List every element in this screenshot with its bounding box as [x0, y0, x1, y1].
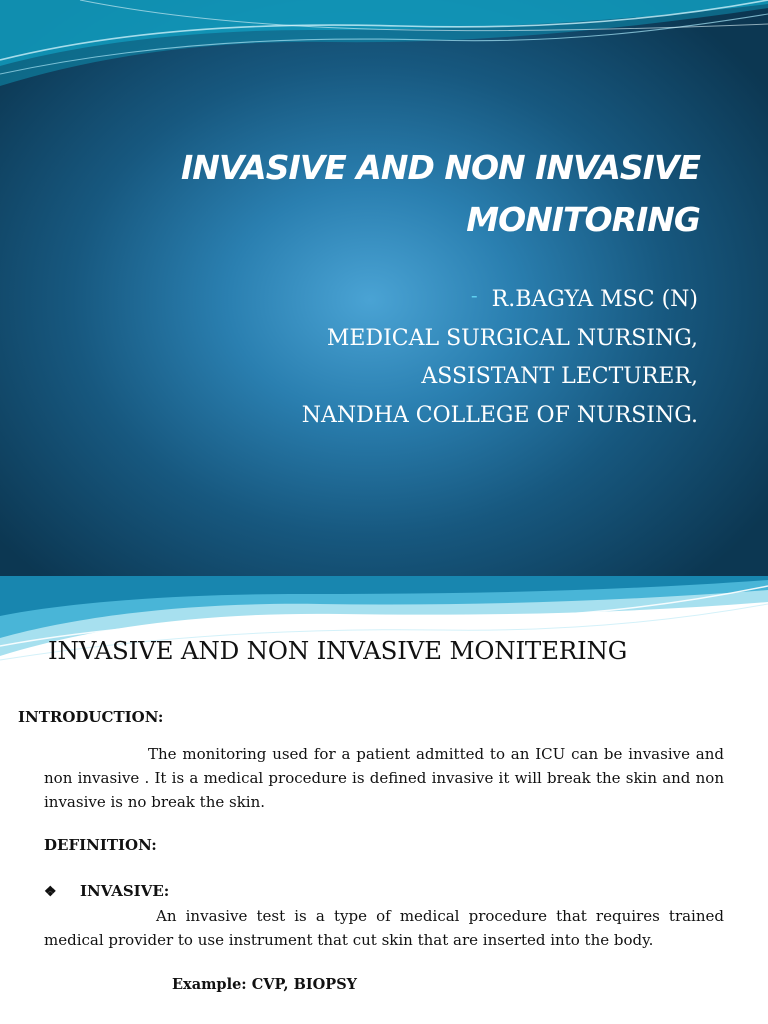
decorative-wave-header [0, 0, 768, 100]
example-line: Example: CVP, BIOPSY [172, 976, 358, 993]
author-department: MEDICAL SURGICAL NURSING, [326, 325, 698, 351]
definition-heading: DEFINITION: [44, 836, 157, 854]
introduction-paragraph: The monitoring used for a patient admitted to an ICU can be invasive and non invasive . It is a medical procedure is defined invasive it will break the skin and non invasive is no break the skin. [44, 745, 724, 811]
author-name: - R.BAGYA MSC (N) [470, 283, 698, 312]
bullet-dash: - [470, 283, 478, 307]
invasive-heading: ❖ INVASIVE: [44, 882, 170, 900]
introduction-heading: INTRODUCTION: [18, 708, 164, 726]
invasive-paragraph: An invasive test is a type of medical procedure that requires trained medical provider to use instrument that cut skin that are inserted into the body. [44, 907, 724, 949]
author-position: ASSISTANT LECTURER, [421, 364, 698, 389]
slide-title [140, 142, 700, 246]
content-slide [0, 576, 768, 1024]
author-block [138, 276, 698, 435]
slide-title-line-1: INVASIVE AND NON INVASIVE [180, 148, 700, 187]
document-title: INVASIVE AND NON INVASIVE MONITERING [48, 636, 628, 665]
diamond-bullet-icon: ❖ [44, 884, 57, 900]
slide-title-line-2: MONITORING [466, 200, 700, 239]
author-institution: NANDHA COLLEGE OF NURSING. [301, 402, 698, 428]
